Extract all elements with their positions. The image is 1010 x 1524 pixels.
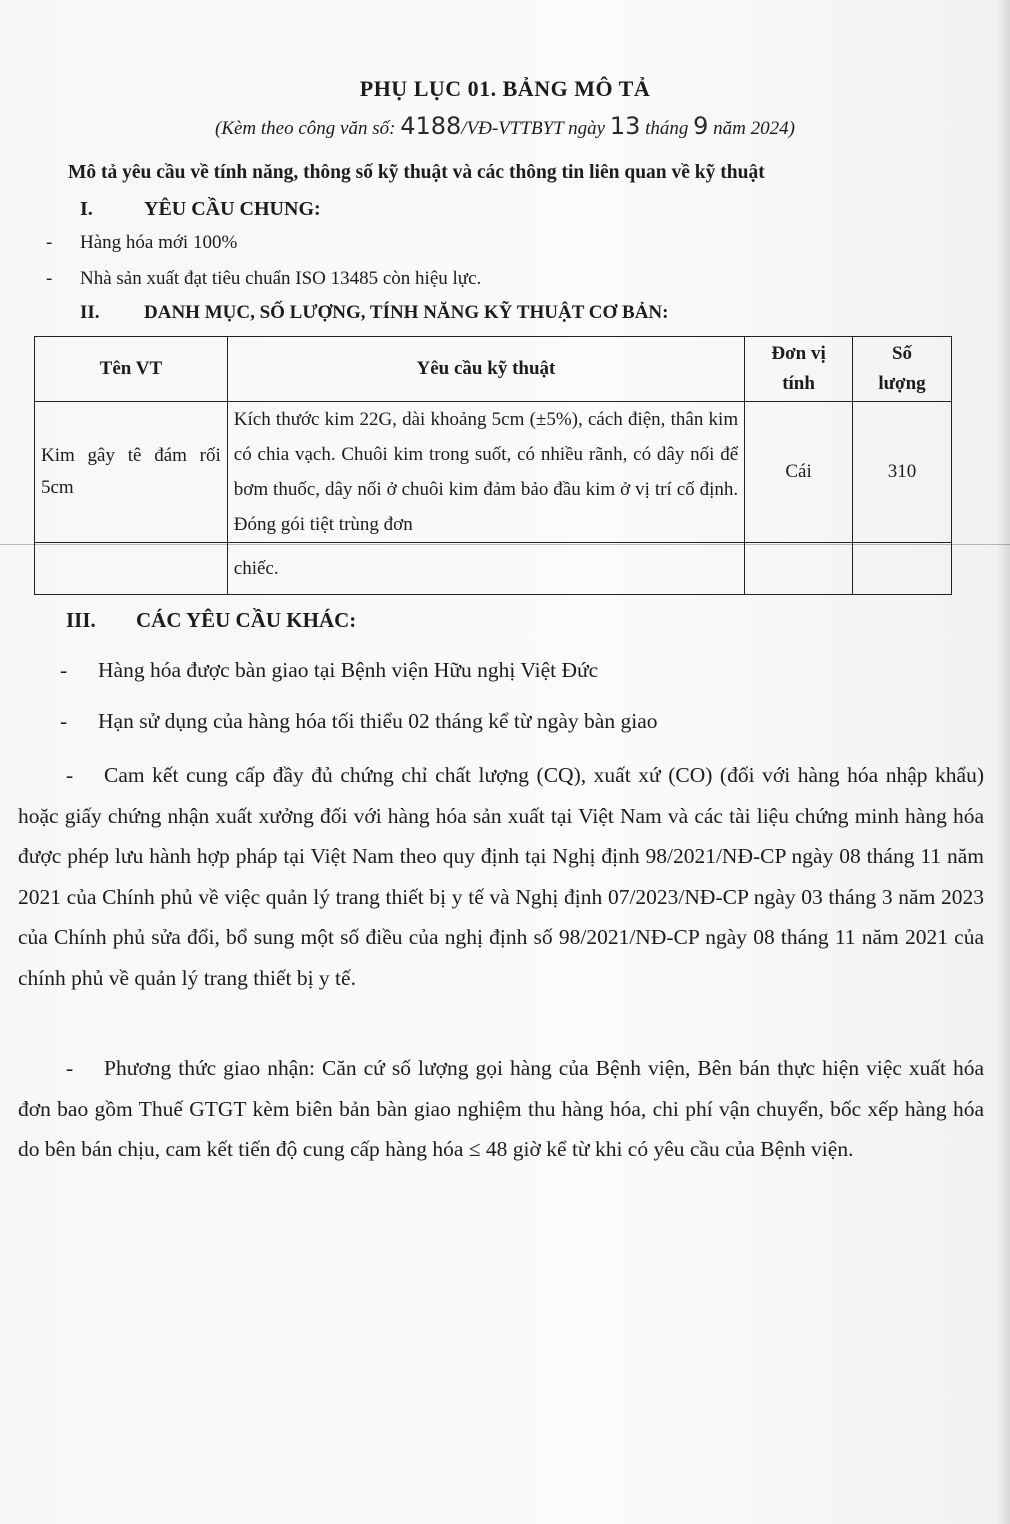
header-qty-line1: Số [891, 343, 913, 364]
section-3-number: III. [66, 608, 96, 632]
header-qty [853, 337, 952, 402]
handwritten-day: 13 [609, 112, 641, 140]
section-2-title: DANH MỤC, SỐ LƯỢNG, TÍNH NĂNG KỸ THUẬT CƠ BẢN: [144, 302, 669, 323]
paragraph-text: Cam kết cung cấp đầy đủ chứng chỉ chất lượng (CQ), xuất xứ (CO) (đối với hàng hóa nhập khẩu) hoặc giấy chứng nhận xuất xưởng đối với hàng hóa sản xuất tại Việt Nam và các tài liệu chứng minh hàng hóa được phép lưu hành hợp pháp tại Việt Nam theo quy định tại Nghị định 98/2021/NĐ-CP ngày 08 tháng 11 năm 2021 của Chính phủ về việc quản lý trang thiết bị y tế và Nghị định 07/2023/NĐ-CP ngày 03 tháng 3 năm 2023 của Chính phủ sửa đổi, bổ sung một số điều của nghị định số 98/2021/NĐ-CP ngày 08 tháng 11 năm 2021 của chính phủ về quản lý trang thiết bị y tế. [18, 763, 984, 990]
specification-table [34, 336, 952, 595]
document-subtitle [0, 112, 1010, 140]
cell-requirements-continued: chiếc. [227, 543, 744, 595]
table-header-row [35, 337, 952, 402]
dash-bullet: - [66, 1056, 74, 1080]
subtitle-year: năm 2024) [713, 118, 795, 139]
section-1-number: I. [80, 198, 93, 220]
list-item [46, 232, 237, 254]
paragraph-delivery [18, 1048, 984, 1170]
list-item [60, 658, 598, 683]
header-requirements: Yêu cầu kỹ thuật [227, 337, 744, 402]
paragraph-certificates [18, 755, 984, 998]
dash-bullet: - [46, 268, 53, 289]
subtitle-prefix: (Kèm theo công văn số: [215, 118, 396, 139]
dash-bullet: - [60, 658, 68, 682]
list-item-text: Hàng hóa được bàn giao tại Bệnh viện Hữu nghị Việt Đức [98, 658, 599, 682]
section-3-heading [66, 608, 356, 633]
page-edge-shadow [996, 0, 1010, 1524]
list-item-text: Hạn sử dụng của hàng hóa tối thiểu 02 tháng kể từ ngày bàn giao [98, 709, 658, 733]
intro-text: Mô tả yêu cầu về tính năng, thông số kỹ thuật và các thông tin liên quan về kỹ thuật [68, 162, 765, 183]
header-qty-line2: lượng [878, 373, 926, 394]
list-item [60, 709, 657, 734]
dash-bullet: - [66, 763, 74, 787]
header-unit-line2: tính [782, 373, 815, 394]
cell-empty [35, 543, 228, 595]
cell-requirements: Kích thước kim 22G, dài khoảng 5cm (±5%), cách điện, thân kim có chia vạch. Chuôi kim trong suốt, có nhiều rãnh, có dây nối để bơm thuốc, dây nối ở chuôi kim đảm bảo đầu kim ở vị trí cố định. Đóng gói tiệt trùng đơn [227, 402, 744, 543]
table-row [35, 402, 952, 543]
cell-empty [853, 543, 952, 595]
dash-bullet: - [60, 709, 68, 733]
handwritten-month: 9 [693, 112, 709, 140]
list-item-text: Hàng hóa mới 100% [80, 232, 238, 253]
list-item [46, 268, 481, 290]
cell-empty [745, 543, 853, 595]
header-unit [745, 337, 853, 402]
cell-unit: Cái [745, 402, 853, 543]
header-unit-line1: Đơn vị [771, 343, 826, 364]
subtitle-month-label: tháng [645, 118, 689, 139]
list-item-text: Nhà sản xuất đạt tiêu chuẩn ISO 13485 còn hiệu lực. [80, 268, 482, 289]
table-row [35, 543, 952, 595]
cell-name: Kim gây tê đám rối 5cm [35, 402, 228, 543]
section-3-title: CÁC YÊU CẦU KHÁC: [136, 608, 357, 632]
paper-fold-line [0, 544, 1010, 545]
paragraph-text: Phương thức giao nhận: Căn cứ số lượng gọi hàng của Bệnh viện, Bên bán thực hiện việc xuất hóa đơn bao gồm Thuế GTGT kèm biên bản bàn giao nghiệm thu hàng hóa, chi phí vận chuyển, bốc xếp hàng hóa do bên bán chịu, cam kết tiến độ cung cấp hàng hóa ≤ 48 giờ kể từ khi có yêu cầu của Bệnh viện. [18, 1056, 984, 1161]
section-1-title: YÊU CẦU CHUNG: [144, 198, 321, 220]
section-2-heading [80, 302, 668, 324]
document-title: PHỤ LỤC 01. BẢNG MÔ TẢ [359, 76, 651, 101]
cell-qty: 310 [853, 402, 952, 543]
section-2-number: II. [80, 302, 100, 323]
handwritten-doc-number: 4188 [400, 112, 462, 140]
subtitle-mid: /VĐ-VTTBYT ngày [461, 118, 606, 139]
header-name: Tên VT [35, 337, 228, 402]
dash-bullet: - [46, 232, 53, 253]
section-1-heading [80, 198, 321, 221]
